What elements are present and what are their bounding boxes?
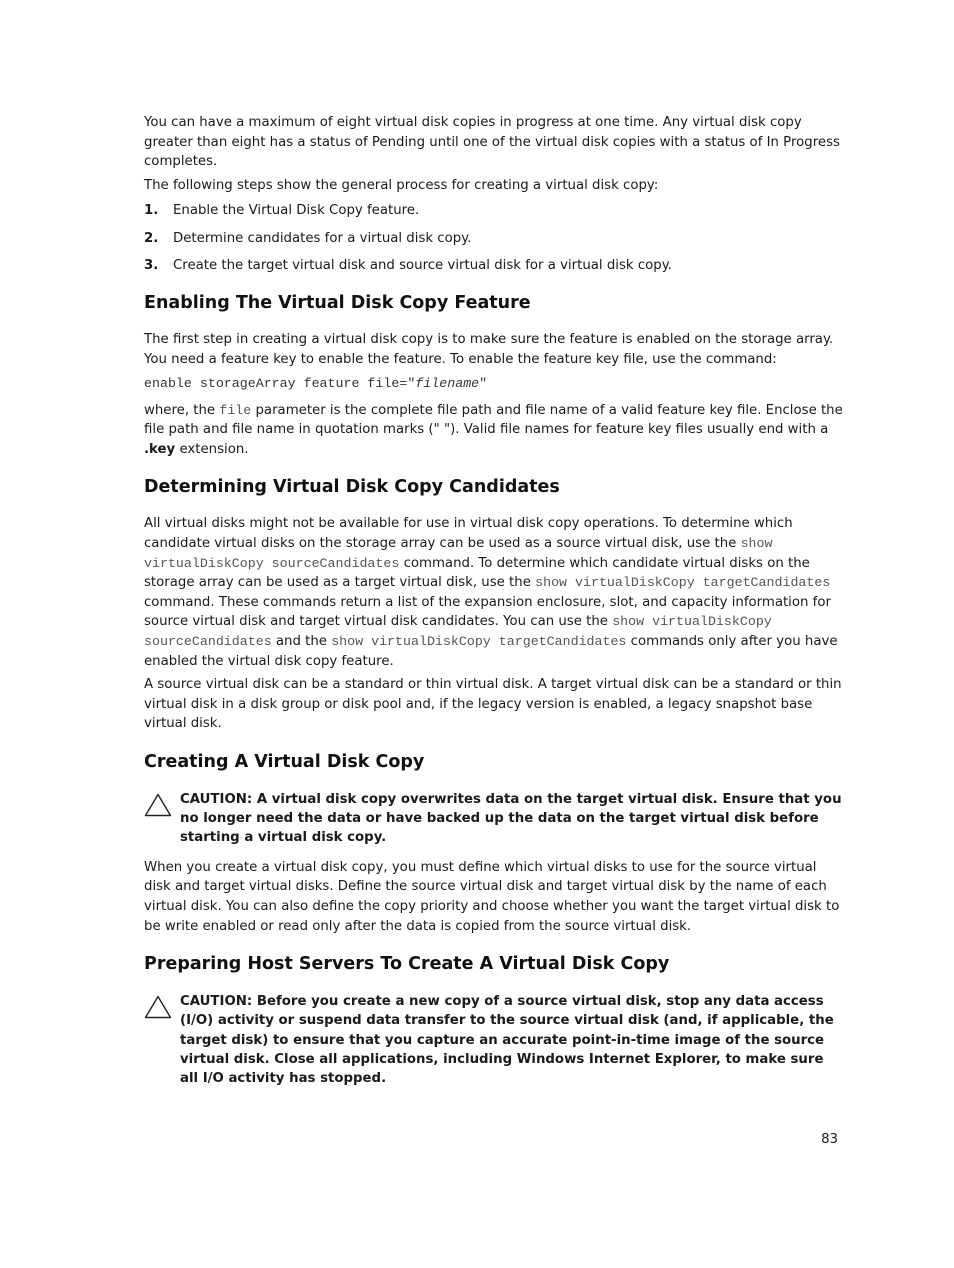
step-text: Create the target virtual disk and source virtual disk for a virtual disk copy. <box>173 258 672 274</box>
caution-triangle-icon <box>144 992 180 1023</box>
section-heading-determining: Determining Virtual Disk Copy Candidates <box>144 477 560 498</box>
page-number: 83 <box>821 1132 838 1147</box>
command-parameter: filename <box>415 375 480 391</box>
caution-note <box>144 790 844 848</box>
intro-steps-lead: The following steps show the general process for creating a virtual disk copy: <box>144 177 659 193</box>
step-number: 1. <box>144 203 159 219</box>
text-run: extension. <box>175 441 249 457</box>
enabling-where-paragraph <box>144 401 844 460</box>
step-number: 3. <box>144 258 159 274</box>
list-item <box>144 201 844 220</box>
list-item <box>144 256 844 275</box>
inline-code: show virtualDiskCopy sourceCandidates <box>144 614 772 649</box>
text-run: All virtual disks might not be available for use in virtual disk copy operations. To determine which candidate virtual disks on the storage array can be used as a source virtual disk, use the <box>144 516 793 551</box>
list-item <box>144 229 844 248</box>
caution-triangle-icon <box>144 790 180 821</box>
command-example <box>144 374 844 393</box>
caution-text: CAUTION: A virtual disk copy overwrites data on the target virtual disk. Ensure that you no longer need the data or have backed up the data on the target virtual disk before starting a virtual disk copy. <box>180 791 842 846</box>
key-extension: .key <box>144 441 176 457</box>
steps-list <box>144 201 844 275</box>
text-run: command. To determine which candidate virtual disks on the storage array can be used as a target virtual disk, use the <box>144 555 810 591</box>
section-heading-preparing: Preparing Host Servers To Create A Virtual Disk Copy <box>144 954 670 975</box>
step-text: Enable the Virtual Disk Copy feature. <box>173 203 420 219</box>
inline-code: show virtualDiskCopy targetCandidates <box>535 575 831 591</box>
inline-code: show virtualDiskCopy targetCandidates <box>331 633 627 649</box>
inline-code: show virtualDiskCopy sourceCandidates <box>144 535 773 571</box>
inline-code: file <box>219 402 252 418</box>
section-heading-enabling: Enabling The Virtual Disk Copy Feature <box>144 293 531 314</box>
text-run: parameter is the complete file path and file name of a valid feature key file. Enclose the file path and file name in quotation marks (" "). Valid file names for feature key files usually end with a <box>144 402 843 438</box>
creating-paragraph: When you create a virtual disk copy, you must define which virtual disks to use for the source virtual disk and target virtual disks. Define the source virtual disk and target virtual disk by the name of each virtual disk. You can also define the copy priority and choose whether you want the target virtual disk to be write enabled or read only after the data is copied from the source virtual disk. <box>144 859 840 934</box>
page-content <box>144 113 844 1099</box>
text-run: commands only after you have enabled the virtual disk copy feature. <box>144 633 838 669</box>
enabling-paragraph: The first step in creating a virtual disk copy is to make sure the feature is enabled on the storage array. You need a feature key to enable the feature. To enable the feature key file, use the command: <box>144 332 834 367</box>
section-heading-creating: Creating A Virtual Disk Copy <box>144 751 425 772</box>
command-text: enable storageArray feature file=" <box>144 375 416 391</box>
text-run: where, the <box>144 402 220 418</box>
determining-paragraph <box>144 514 844 671</box>
step-number: 2. <box>144 230 159 246</box>
caution-text: CAUTION: Before you create a new copy of a source virtual disk, stop any data access (I/O) activity or suspend data transfer to the source virtual disk (and, if applicable, the target disk) to ensure that you capture an accurate point-in-time image of the source virtual disk. Close all applications, including Windows Internet Explorer, to make sure all I/O activity has stopped. <box>180 994 834 1087</box>
determining-paragraph-2: A source virtual disk can be a standard or thin virtual disk. A target virtual disk can be a standard or thin virtual disk in a disk group or disk pool and, if the legacy version is enabled, a legacy snapshot base virtual disk. <box>144 677 842 732</box>
intro-paragraph: You can have a maximum of eight virtual disk copies in progress at one time. Any virtual disk copy greater than eight has a status of Pending until one of the virtual disk copies with a status of In Progress completes. <box>144 115 840 170</box>
text-run: and the <box>271 633 332 649</box>
caution-note <box>144 992 844 1088</box>
command-text-end: " <box>479 375 488 391</box>
step-text: Determine candidates for a virtual disk copy. <box>173 230 472 246</box>
text-run: command. These commands return a list of the expansion enclosure, slot, and capacity information for source virtual disk and target virtual disk candidates. You can use the <box>144 594 831 630</box>
